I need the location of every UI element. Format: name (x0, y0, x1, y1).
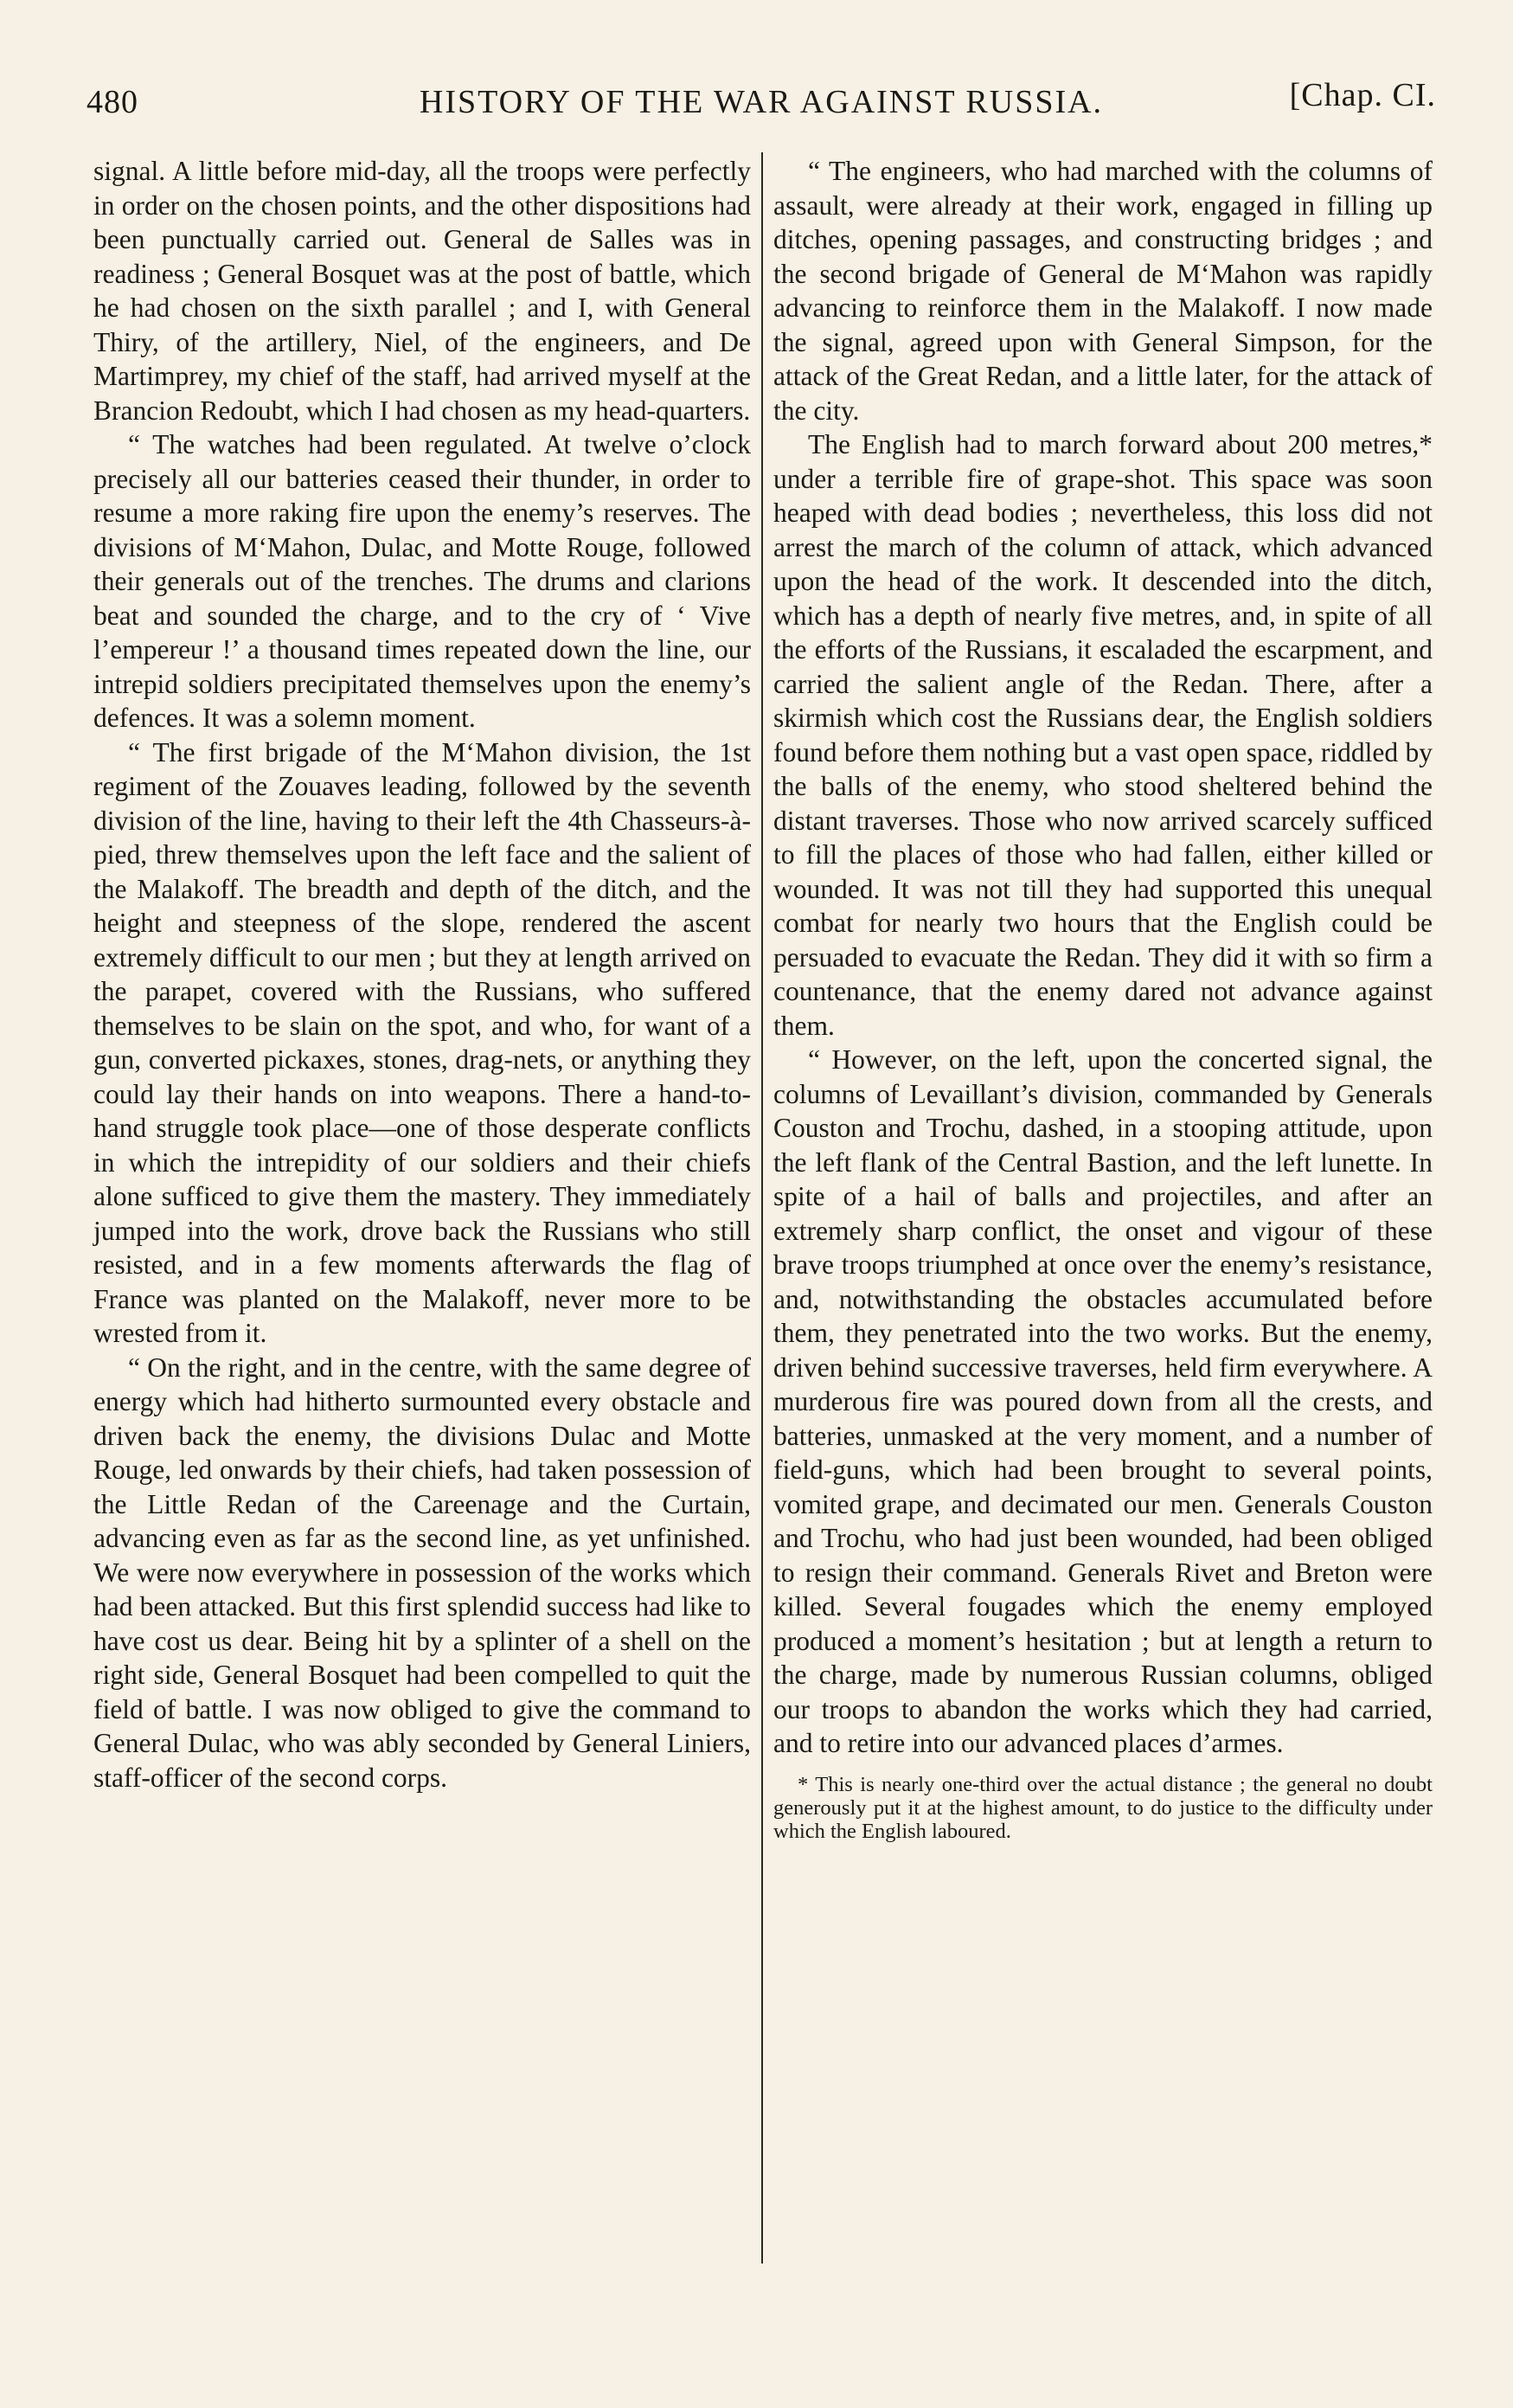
column-divider (761, 152, 763, 2264)
page-number: 480 (87, 84, 138, 120)
footnote (773, 1773, 1433, 1843)
right-column (773, 154, 1433, 1843)
left-column (93, 154, 751, 1795)
paragraph: The English had to march forward about 200 metres,* under a terrible fire of grape-shot. This space was soon heaped with dead bodies ; nevertheless, this loss did not arrest the march of the column of attack, which advanced upon the head of the work. It descended into the ditch, which has a depth of nearly five metres, and, in spite of all the efforts of the Russians, it escaladed the escarpment, and carried the salient angle of the Redan. There, after a skirmish which cost the Russians dear, the English soldiers found before them nothing but a vast open space, riddled by the balls of the enemy, who stood sheltered behind the distant traverses. Those who now arrived scarcely sufficed to fill the places of those who had fallen, either killed or wounded. It was not till they had supported this unequal combat for nearly two hours that the English could be persuaded to evacuate the Redan. They did it with so firm a countenance, that the enemy dared not advance against them. (773, 429, 1433, 1041)
footnote-text: * This is nearly one-third over the actual distance ; the general no doubt generously put it at the highest amount, to do justice to the difficulty under which the English laboured. (773, 1772, 1433, 1843)
paragraph: signal. A little before mid-day, all the troops were perfectly in order on the chosen points, and the other dispositions had been punctually carried out. General de Salles was in readiness ; General Bosquet was at the post of battle, which he had chosen on the sixth parallel ; and I, with General Thiry, of the artillery, Niel, of the engineers, and De Martimprey, my chief of the staff, had arrived myself at the Brancion Redoubt, which I had chosen as my head-quarters. (93, 156, 751, 426)
chapter-label: [Chap. CI. (1289, 77, 1436, 113)
running-title: HISTORY OF THE WAR AGAINST RUSSIA. (419, 84, 1104, 120)
paragraph: “ The first brigade of the M‘Mahon division, the 1st regiment of the Zouaves leading, followed by the seventh division of the line, having to their left the 4th Chasseurs-à-pied, threw themselves upon the left face and the salient of the Malakoff. The breadth and depth of the ditch, and the height and steepness of the slope, rendered the ascent extremely difficult to our men ; but they at length arrived on the parapet, covered with the Russians, who suffered themselves to be slain on the spot, and who, for want of a gun, converted pickaxes, stones, drag-nets, or anything they could lay their hands on into weapons. There a hand-to-hand struggle took place—one of those desperate conflicts in which the intrepidity of our soldiers and their chiefs alone sufficed to give them the mastery. They immediately jumped into the work, drove back the Russians who still resisted, and in a few moments afterwards the flag of France was planted on the Malakoff, never more to be wrested from it. (93, 736, 751, 1348)
paragraph: “ However, on the left, upon the concerted signal, the columns of Levaillant’s division, commanded by Generals Couston and Trochu, dashed, in a stooping attitude, upon the left flank of the Central Bastion, and the left lunette. In spite of a hail of balls and projectiles, and after an extremely sharp conflict, the onset and vigour of these brave troops triumphed at once over the enemy’s resistance, and, notwithstanding the obstacles accumulated before them, they penetrated into the two works. But the enemy, driven behind successive traverses, held firm everywhere. A murderous fire was poured down from all the crests, and batteries, unmasked at the very moment, and a number of field-guns, which had been brought to several points, vomited grape, and decimated our men. Generals Couston and Trochu, who had just been wounded, had been obliged to resign their command. Generals Rivet and Breton were killed. Several fougades which the enemy employed produced a moment’s hesitation ; but at length a return to the charge, made by numerous Russian columns, obliged our troops to abandon the works which they had carried, and to retire into our advanced places d’armes. (773, 1044, 1433, 1758)
running-header (87, 76, 1436, 128)
paragraph: “ On the right, and in the centre, with the same degree of energy which had hitherto surmounted every obstacle and driven back the enemy, the divisions Dulac and Motte Rouge, led onwards by their chiefs, had taken possession of the Little Redan of the Careenage and the Curtain, advancing even as far as the second line, as yet unfinished. We were now everywhere in possession of the works which had been attacked. But this first splendid success had like to have cost us dear. Being hit by a splinter of a shell on the right side, General Bosquet had been compelled to quit the field of battle. I was now obliged to give the command to General Dulac, who was ably seconded by General Liniers, staff-officer of the second corps. (93, 1352, 751, 1793)
paragraph: “ The engineers, who had marched with the columns of assault, were already at their work, engaged in filling up ditches, opening passages, and constructing bridges ; and the second brigade of General de M‘Mahon was rapidly advancing to reinforce them in the Malakoff. I now made the signal, agreed upon with General Simpson, for the attack of the Great Redan, and a little later, for the attack of the city. (773, 156, 1433, 426)
paragraph: “ The watches had been regulated. At twelve o’clock precisely all our batteries ceased their thunder, in order to resume a more raking fire upon the enemy’s reserves. The divisions of M‘Mahon, Dulac, and Motte Rouge, followed their generals out of the trenches. The drums and clarions beat and sounded the charge, and to the cry of ‘ Vive l’empereur !’ a thousand times repeated down the line, our intrepid soldiers precipitated themselves upon the enemy’s defences. It was a solemn moment. (93, 429, 751, 733)
